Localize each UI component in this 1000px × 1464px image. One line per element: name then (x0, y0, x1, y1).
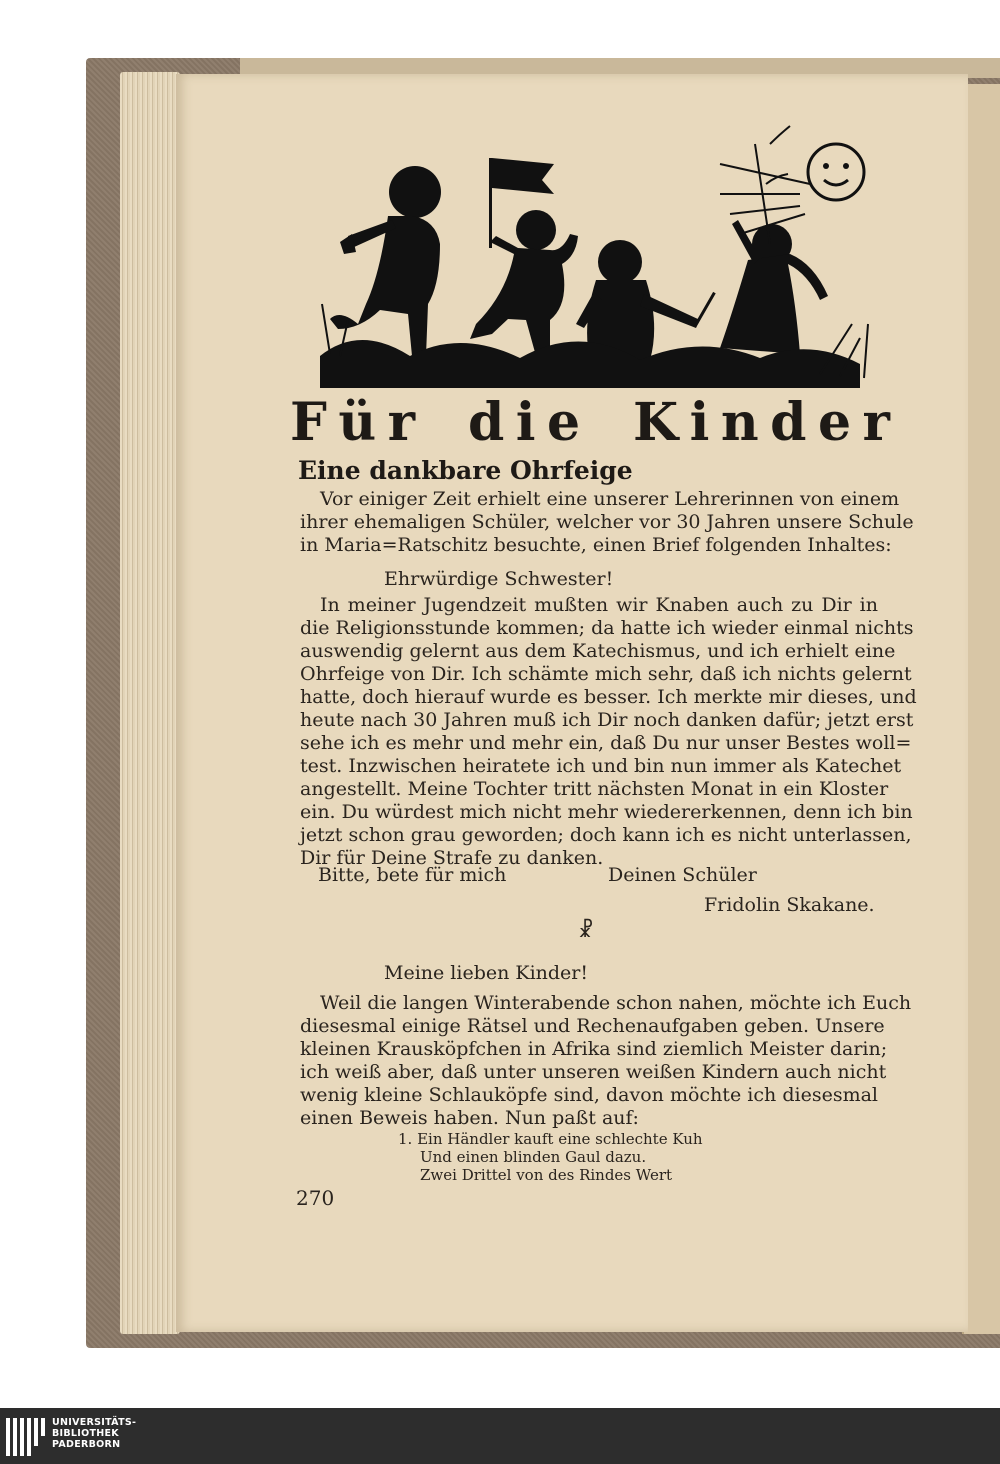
library-name-line: UNIVERSITÄTS- (52, 1417, 137, 1428)
library-name (52, 1417, 136, 1450)
title-letter: K (632, 392, 679, 453)
letter-line: In meiner Jugendzeit mußten wir Knaben auch zu Dir in (320, 594, 878, 616)
title-letter: e (817, 392, 852, 453)
letter-line: Dir für Deine Strafe zu danken. (300, 847, 604, 869)
letter-line: ein. Du würdest mich nicht mehr wiedererkennen, denn ich bin (300, 801, 913, 823)
title-gap (427, 392, 457, 452)
second-line: ich weiß aber, daß unter unseren weißen Kindern auch nicht (300, 1061, 887, 1083)
letter-line: auswendig gelernt aus dem Katechismus, und ich erhielt eine (300, 640, 896, 662)
second-line: einen Beweis haben. Nun paßt auf: (300, 1107, 639, 1129)
closing-left: Bitte, bete für mich (318, 864, 507, 886)
library-name-line: PADERBORN (52, 1439, 121, 1450)
letter-line: test. Inzwischen heiratete ich und bin nun immer als Katechet (300, 755, 902, 777)
page-title (290, 392, 890, 452)
title-letter: ü (338, 392, 377, 453)
library-name-line: BIBLIOTHEK (52, 1428, 119, 1439)
second-line: kleinen Krausköpfchen in Afrika sind ziemlich Meister darin; (300, 1038, 888, 1060)
title-letter: d (467, 392, 505, 453)
poem-line: 1. Ein Händler kauft eine schlechte Kuh (398, 1130, 703, 1148)
letter-line: sehe ich es mehr und mehr ein, daß Du nur unser Bestes woll= (300, 732, 912, 754)
title-letter: i (515, 392, 536, 453)
title-letter: r (862, 392, 890, 453)
signature: Fridolin Skakane. (704, 894, 875, 916)
letter-greeting: Ehrwürdige Schwester! (384, 568, 614, 590)
library-footer (0, 1408, 1000, 1464)
poem-line: Zwei Drittel von des Rindes Wert (420, 1166, 673, 1184)
title-letter: n (720, 392, 759, 453)
article-heading: Eine dankbare Ohrfeige (298, 456, 633, 485)
title-letter: d (770, 392, 807, 453)
letter-line: die Religionsstunde kommen; da hatte ich wieder einmal nichts (300, 617, 914, 639)
second-paragraph (300, 992, 912, 1130)
page-number: 270 (296, 1186, 335, 1210)
title-letter: F (290, 392, 327, 453)
title-gap (592, 392, 622, 452)
page-edges (120, 72, 180, 1334)
second-line: diesesmal einige Rätsel und Rechenaufgaben geben. Unsere (300, 1015, 885, 1037)
title-letter: e (546, 392, 581, 453)
intro-line: Vor einiger Zeit erhielt eine unserer Lehrerinnen von einem (320, 488, 900, 510)
letter-line: Ohrfeige von Dir. Ich schämte mich sehr, daß ich nichts gelernt (300, 663, 912, 685)
library-logo-icon (6, 1418, 46, 1456)
letter-paragraph (300, 594, 917, 870)
intro-line: ihrer ehemaligen Schüler, welcher vor 30 Jahren unsere Schule (300, 511, 914, 533)
children-silhouette-illustration (300, 124, 880, 388)
second-greeting: Meine lieben Kinder! (384, 962, 589, 984)
letter-line: jetzt schon grau geworden; doch kann ich es nicht unterlassen, (300, 824, 912, 846)
second-line: Weil die langen Winterabende schon nahen, möchte ich Euch (320, 992, 912, 1014)
letter-line: heute nach 30 Jahren muß ich Dir noch danken dafür; jetzt erst (300, 709, 914, 731)
letter-line: angestellt. Meine Tochter tritt nächsten Monat in ein Kloster (300, 778, 889, 800)
intro-line: in Maria=Ratschitz besuchte, einen Brief folgenden Inhaltes: (300, 534, 892, 556)
closing-right: Deinen Schüler (608, 864, 757, 886)
poem-line: Und einen blinden Gaul dazu. (420, 1148, 647, 1166)
divider-symbol: ☧ (578, 918, 594, 942)
intro-paragraph (300, 488, 914, 557)
title-letter: i (689, 392, 710, 453)
title-letter: r (387, 392, 416, 453)
second-line: wenig kleine Schlauköpfe sind, davon möchte ich diesesmal (300, 1084, 878, 1106)
riddle-poem (398, 1130, 703, 1184)
letter-line: hatte, doch hierauf wurde es besser. Ich merkte mir dieses, und (300, 686, 917, 708)
